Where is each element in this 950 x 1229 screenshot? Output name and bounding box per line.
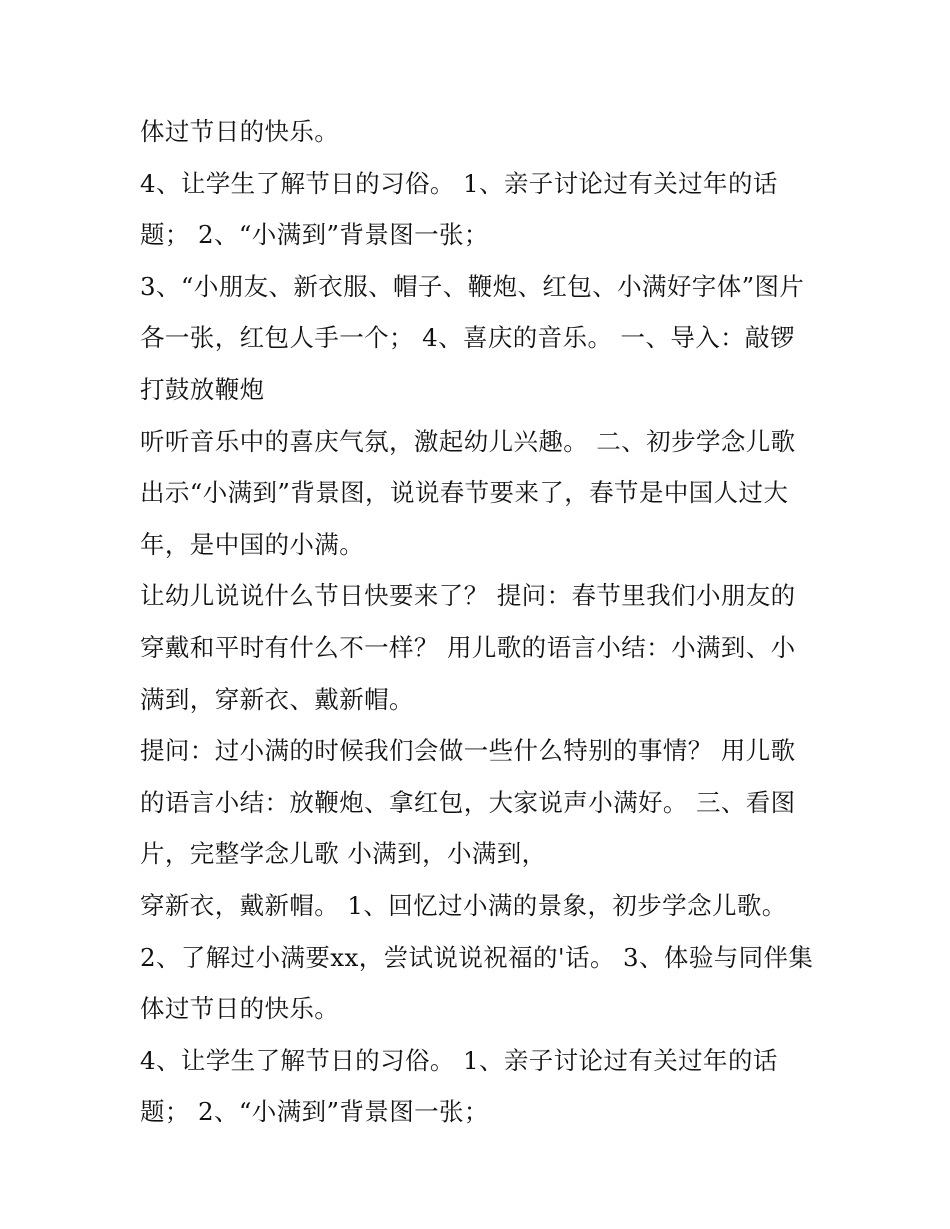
document-body (140, 106, 840, 1138)
text-line: 的语言小结：放鞭炮、拿红包，大家说声小满好。 三、看图 (140, 787, 796, 817)
text-line: 打鼓放鞭炮 (140, 374, 265, 404)
text-line: 4、让学生了解节日的习俗。 1、亲子讨论过有关过年的话 (140, 1045, 778, 1075)
text-line: 年，是中国的小满。 (140, 529, 365, 559)
text-line: 各一张，红包人手一个； 4、喜庆的音乐。 一、导入：敲锣 (140, 323, 795, 353)
text-line: 穿戴和平时有什么不一样？ 用儿歌的语言小结：小满到、小 (140, 632, 796, 662)
text-line: 体过节日的快乐。 (140, 994, 340, 1024)
text-line: 片，完整学念儿歌 小满到，小满到， (140, 839, 547, 869)
text-line: 听听音乐中的喜庆气氛，激起幼儿兴趣。 二、初步学念儿歌 (140, 426, 796, 456)
text-line: 4、让学生了解节日的习俗。 1、亲子讨论过有关过年的话 (140, 168, 778, 198)
text-line: 提问：过小满的时候我们会做一些什么特别的事情？ 用儿歌 (140, 736, 796, 766)
text-line: 满到，穿新衣、戴新帽。 (140, 684, 414, 714)
text-line: 出示“小满到”背景图，说说春节要来了，春节是中国人过大 (140, 478, 789, 508)
text-line: 体过节日的快乐。 (140, 117, 340, 146)
text-line: 题； 2、“小满到”背景图一张； (140, 1097, 489, 1127)
text-line: 题； 2、“小满到”背景图一张； (140, 220, 489, 250)
text-line: 穿新衣，戴新帽。 1、回忆过小满的景象，初步学念儿歌。 (140, 890, 787, 920)
text-line: 3、“小朋友、新衣服、帽子、鞭炮、红包、小满好字体”图片 (140, 271, 805, 301)
text-line: 让幼儿说说什么节日快要来了？ 提问：春节里我们小朋友的 (140, 581, 796, 611)
text-line: 2、了解过小满要xx，尝试说说祝福的'话。 3、体验与同伴集 (140, 942, 814, 972)
